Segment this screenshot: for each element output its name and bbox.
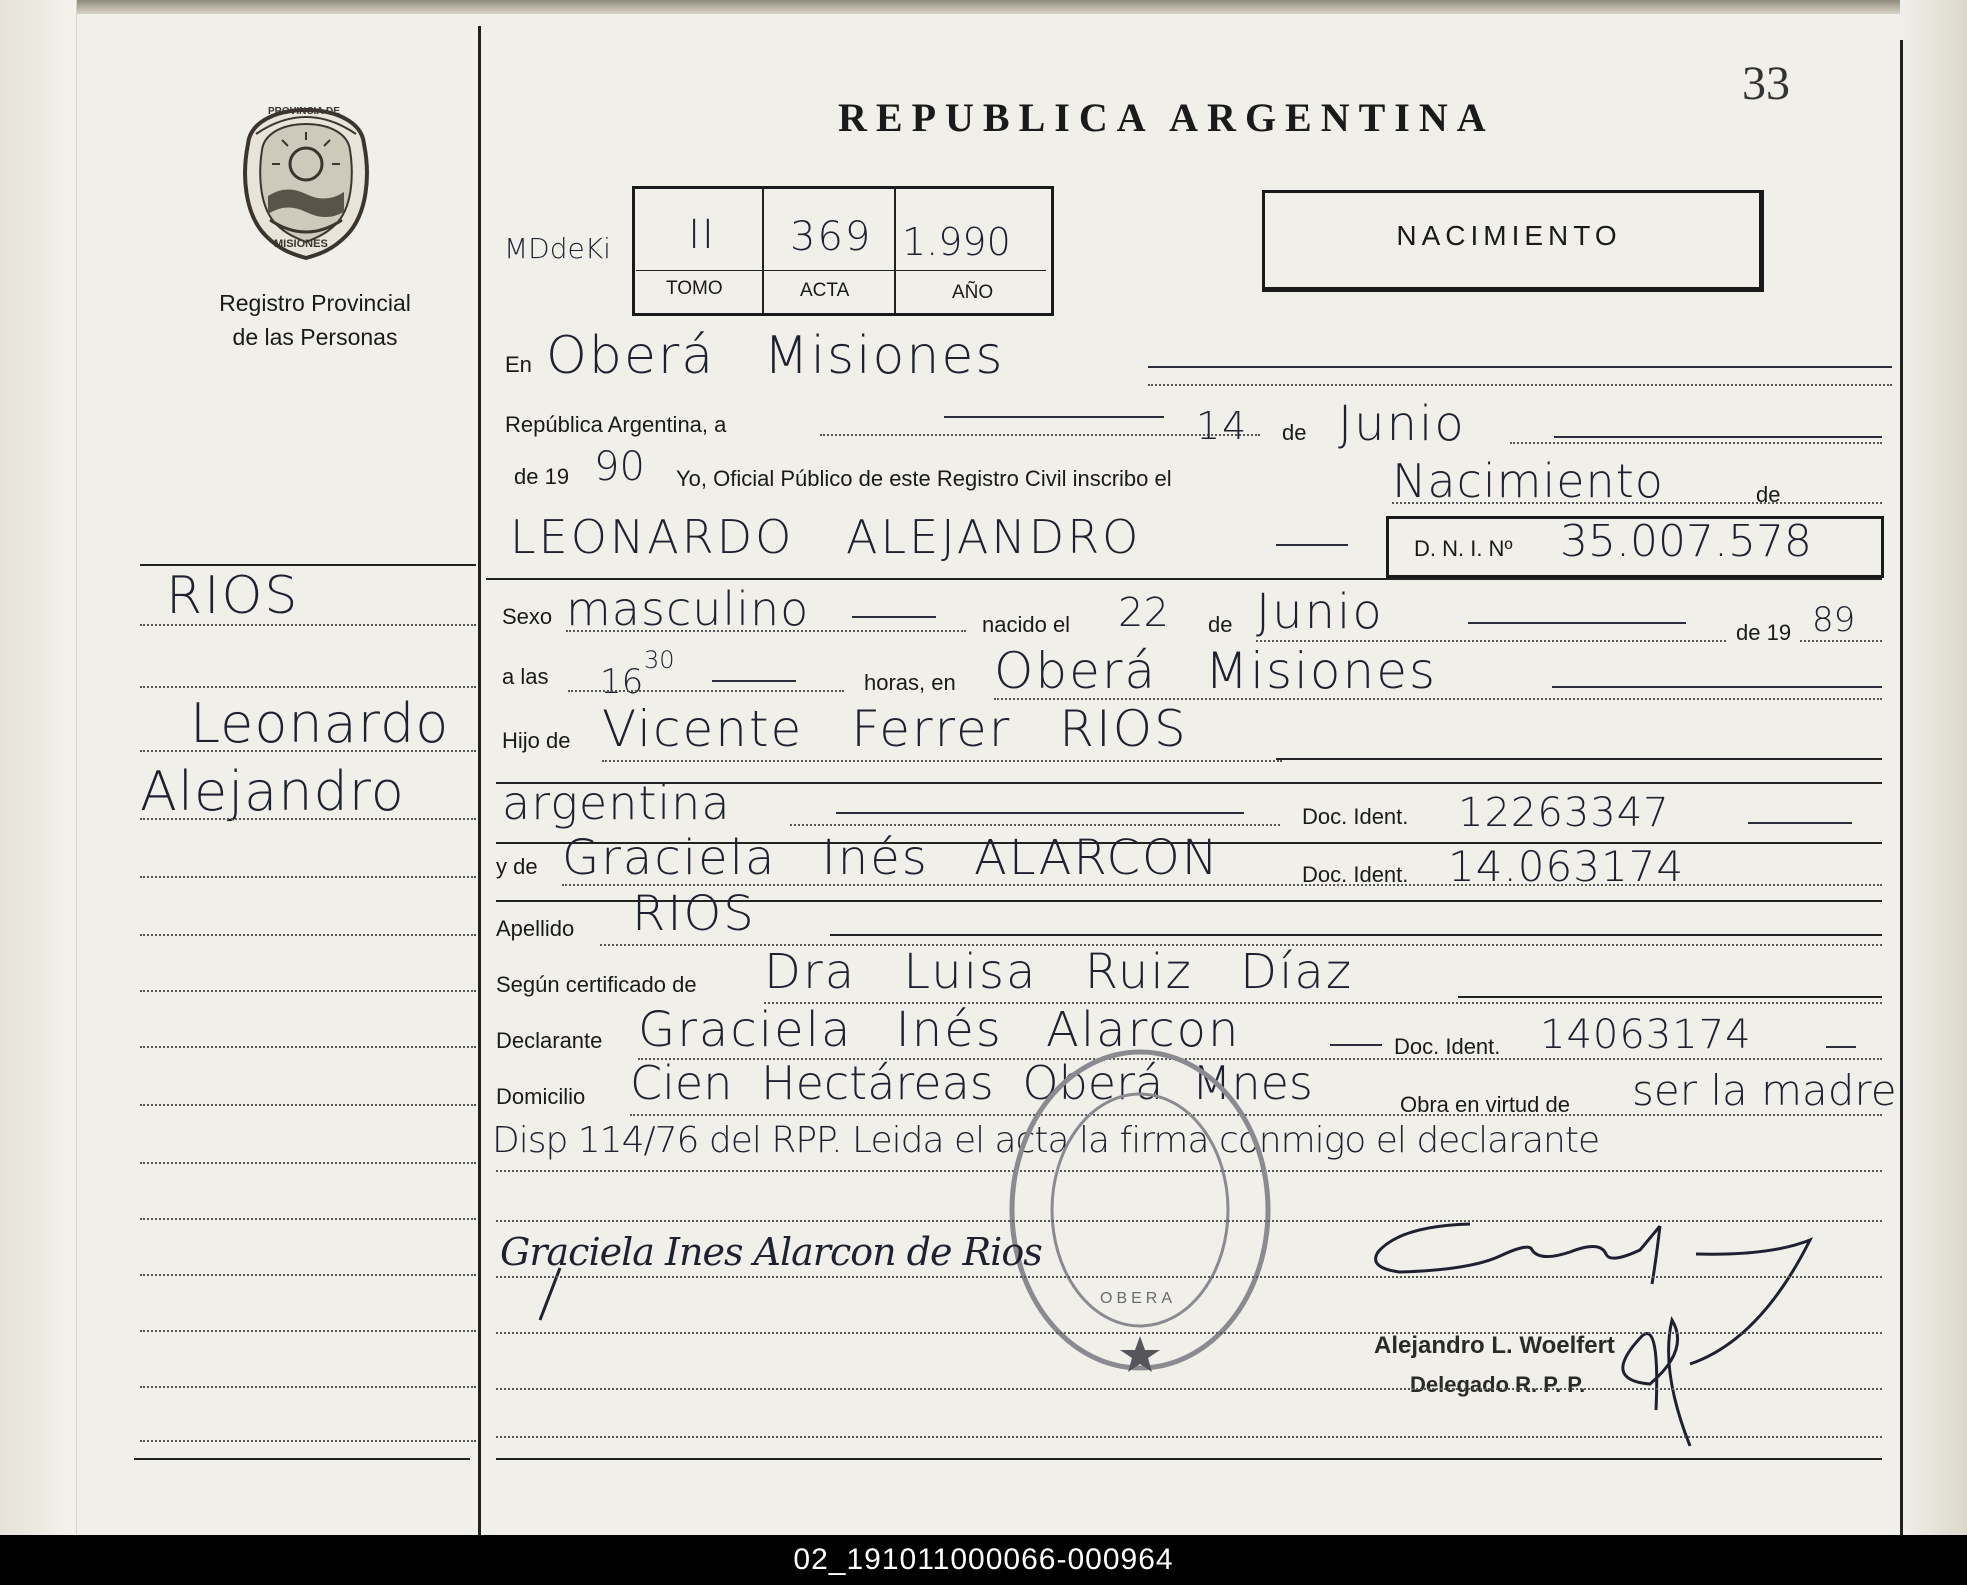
event-dotted-line bbox=[1392, 502, 1882, 504]
birth-month-value: Junio bbox=[1256, 584, 1384, 640]
minute-value: 30 bbox=[644, 646, 675, 674]
birth-place-value: Oberá Misiones bbox=[994, 642, 1438, 700]
father-nationality-value: argentina bbox=[502, 776, 731, 830]
birth-year-label: de 19 bbox=[1736, 620, 1792, 645]
declarante-doc-value: 14063174 bbox=[1540, 1012, 1752, 1058]
official-stamp-icon bbox=[1000, 1040, 1280, 1380]
fill-dash bbox=[1826, 1046, 1856, 1048]
obra-value: ser la madre bbox=[1632, 1066, 1897, 1115]
time-dotted-line bbox=[568, 690, 844, 692]
left-dotted-line bbox=[140, 1218, 476, 1220]
anio-label: AÑO bbox=[952, 282, 994, 303]
mdk-note: MDdeKi bbox=[504, 232, 611, 265]
registry-name bbox=[140, 286, 490, 354]
blank-dotted-line bbox=[496, 1276, 1882, 1278]
left-given-name-2: Alejandro bbox=[140, 760, 405, 823]
dni-label: D. N. I. Nº bbox=[1414, 536, 1513, 561]
blank-dotted-line bbox=[496, 1388, 1882, 1390]
apellido-value: RIOS bbox=[632, 886, 756, 942]
sexo-dotted-line bbox=[566, 630, 966, 632]
note-value: Disp 114/76 del RPP. Leida el acta la firma conmigo el declarante bbox=[492, 1120, 1600, 1161]
blank-dotted-line bbox=[496, 1220, 1882, 1222]
de-label-2: de bbox=[1756, 482, 1781, 507]
father-rule bbox=[1276, 758, 1882, 760]
official-signature-icon bbox=[1360, 1200, 1820, 1460]
name-rule bbox=[486, 578, 1882, 580]
registry-line-1: Registro Provincial bbox=[219, 290, 411, 316]
record-box-divider bbox=[894, 186, 896, 313]
left-dotted-line bbox=[140, 686, 476, 688]
place-value: Oberá Misiones bbox=[546, 326, 1005, 386]
nacido-label: nacido el bbox=[982, 612, 1071, 637]
left-dotted-line bbox=[140, 1274, 476, 1276]
de-label-3: de bbox=[1208, 612, 1233, 637]
book-right-edge bbox=[1900, 0, 1967, 1535]
left-dotted-line bbox=[140, 1046, 476, 1048]
doc-ident-label: Doc. Ident. bbox=[1302, 804, 1409, 829]
fill-dash bbox=[852, 616, 936, 618]
horas-label: horas, en bbox=[864, 670, 956, 695]
blank-dotted-line bbox=[496, 1332, 1882, 1334]
date-dotted-line bbox=[820, 434, 1260, 436]
father-value: Vicente Ferrer RIOS bbox=[602, 700, 1188, 758]
day-value: 14 bbox=[1196, 404, 1249, 448]
doc-ident-label: Doc. Ident. bbox=[1394, 1034, 1501, 1059]
page-title: REPUBLICA ARGENTINA bbox=[838, 95, 1495, 140]
left-surname: RIOS bbox=[166, 566, 300, 626]
declarante-value: Graciela Inés Alarcon bbox=[638, 1002, 1241, 1058]
left-dotted-line bbox=[140, 1330, 476, 1332]
doctor-value: Dra Luisa Ruiz Díaz bbox=[764, 944, 1354, 1000]
event-value: Nacimiento bbox=[1392, 454, 1664, 508]
mother-doc-value: 14.063174 bbox=[1448, 842, 1685, 891]
tomo-value: II bbox=[688, 212, 716, 258]
seal-bottom-text: MISIONES bbox=[274, 238, 328, 250]
y-de-label: y de bbox=[496, 854, 538, 879]
official-title: Delegado R. P. P. bbox=[1410, 1372, 1586, 1397]
seal-top-text: PROVINCIA DE bbox=[268, 106, 340, 117]
de-label: de bbox=[1282, 420, 1307, 445]
declarant-signature: Graciela Ines Alarcon de Rios bbox=[500, 1230, 1042, 1274]
hour-value: 16 bbox=[600, 662, 644, 702]
domicilio-label: Domicilio bbox=[496, 1084, 586, 1109]
image-code: 02_191011000066-000964 bbox=[793, 1543, 1174, 1576]
father-doc-value: 12263347 bbox=[1458, 790, 1670, 836]
year-value: 90 bbox=[594, 444, 645, 490]
fill-dash bbox=[1468, 622, 1686, 624]
record-box-rule bbox=[636, 270, 1046, 271]
hijo-label: Hijo de bbox=[502, 728, 571, 753]
mother-dotted-line bbox=[562, 884, 1882, 886]
dni-value: 35.007.578 bbox=[1560, 516, 1812, 567]
acta-label: ACTA bbox=[800, 280, 850, 301]
tomo-label: TOMO bbox=[666, 278, 723, 299]
acta-value: 369 bbox=[790, 214, 873, 260]
book-left-margin bbox=[0, 0, 77, 1535]
fill-dash bbox=[712, 680, 796, 682]
left-dotted-line bbox=[140, 1386, 476, 1388]
sexo-label: Sexo bbox=[502, 604, 553, 629]
image-code-bar bbox=[0, 1535, 1967, 1585]
record-type: NACIMIENTO bbox=[1396, 220, 1622, 251]
anio-value: 1.990 bbox=[902, 220, 1011, 264]
fill-dash bbox=[1552, 686, 1882, 688]
en-label: En bbox=[505, 352, 532, 377]
column-divider bbox=[478, 26, 481, 1535]
en-dotted-line bbox=[1148, 384, 1892, 386]
bottom-rule bbox=[496, 1458, 1882, 1460]
left-dotted-line bbox=[140, 990, 476, 992]
birth-day-value: 22 bbox=[1118, 590, 1169, 636]
segun-label: Según certificado de bbox=[496, 972, 697, 997]
left-dotted-line bbox=[140, 876, 476, 878]
mother-value: Graciela Inés ALARCON bbox=[562, 830, 1220, 886]
fill-dash bbox=[836, 812, 1244, 814]
nationality-dotted-line bbox=[790, 824, 1280, 826]
official-text: Yo, Oficial Público de este Registro Civil inscribo el bbox=[676, 466, 1172, 491]
declarante-label: Declarante bbox=[496, 1028, 603, 1053]
birth-year-dotted-line bbox=[1800, 640, 1882, 642]
date-dotted-line bbox=[1510, 442, 1882, 444]
registry-line-2: de las Personas bbox=[232, 324, 398, 350]
apellido-label: Apellido bbox=[496, 916, 575, 941]
domicilio-value: Cien Hectáreas Oberá Mnes bbox=[630, 1056, 1313, 1110]
fill-dash bbox=[1148, 366, 1892, 368]
left-dotted-line bbox=[140, 1104, 476, 1106]
fill-dash bbox=[944, 416, 1164, 418]
book-top-edge bbox=[0, 0, 1967, 14]
doc-ident-label: Doc. Ident. bbox=[1302, 862, 1409, 887]
stamp-city: OBERA bbox=[1100, 1290, 1177, 1307]
month-value: Junio bbox=[1338, 396, 1466, 452]
alas-label: a las bbox=[502, 664, 549, 689]
fill-dash bbox=[1276, 544, 1348, 546]
official-name: Alejandro L. Woelfert bbox=[1374, 1332, 1615, 1359]
right-border bbox=[1900, 40, 1903, 1535]
left-dotted-line bbox=[140, 934, 476, 936]
fill-dash bbox=[1330, 1044, 1382, 1046]
birth-year-value: 89 bbox=[1812, 600, 1856, 640]
left-dotted-line bbox=[140, 1162, 476, 1164]
signature-flourish-icon bbox=[530, 1264, 570, 1328]
record-box-divider bbox=[762, 186, 764, 313]
sexo-value: masculino bbox=[566, 582, 810, 636]
fill-dash bbox=[1748, 822, 1852, 824]
left-dotted-line bbox=[140, 818, 476, 820]
left-bottom-rule bbox=[134, 1458, 470, 1460]
fill-dash bbox=[1554, 436, 1882, 438]
left-dotted-line bbox=[140, 624, 476, 626]
obra-label: Obra en virtud de bbox=[1400, 1092, 1570, 1117]
misiones-seal-icon bbox=[236, 104, 376, 260]
de19-label: de 19 bbox=[514, 464, 570, 489]
left-dotted-line bbox=[140, 1440, 476, 1442]
doctor-rule bbox=[1458, 996, 1882, 998]
apellido-rule bbox=[830, 934, 1882, 936]
blank-dotted-line bbox=[496, 1436, 1882, 1438]
left-given-name-1: Leonardo bbox=[190, 692, 450, 755]
left-dotted-line bbox=[140, 750, 476, 752]
page-number: 33 bbox=[1742, 57, 1790, 110]
full-name-value: LEONARDO ALEJANDRO bbox=[510, 510, 1142, 564]
republica-label: República Argentina, a bbox=[505, 412, 727, 437]
father-dotted-line bbox=[602, 760, 1282, 762]
